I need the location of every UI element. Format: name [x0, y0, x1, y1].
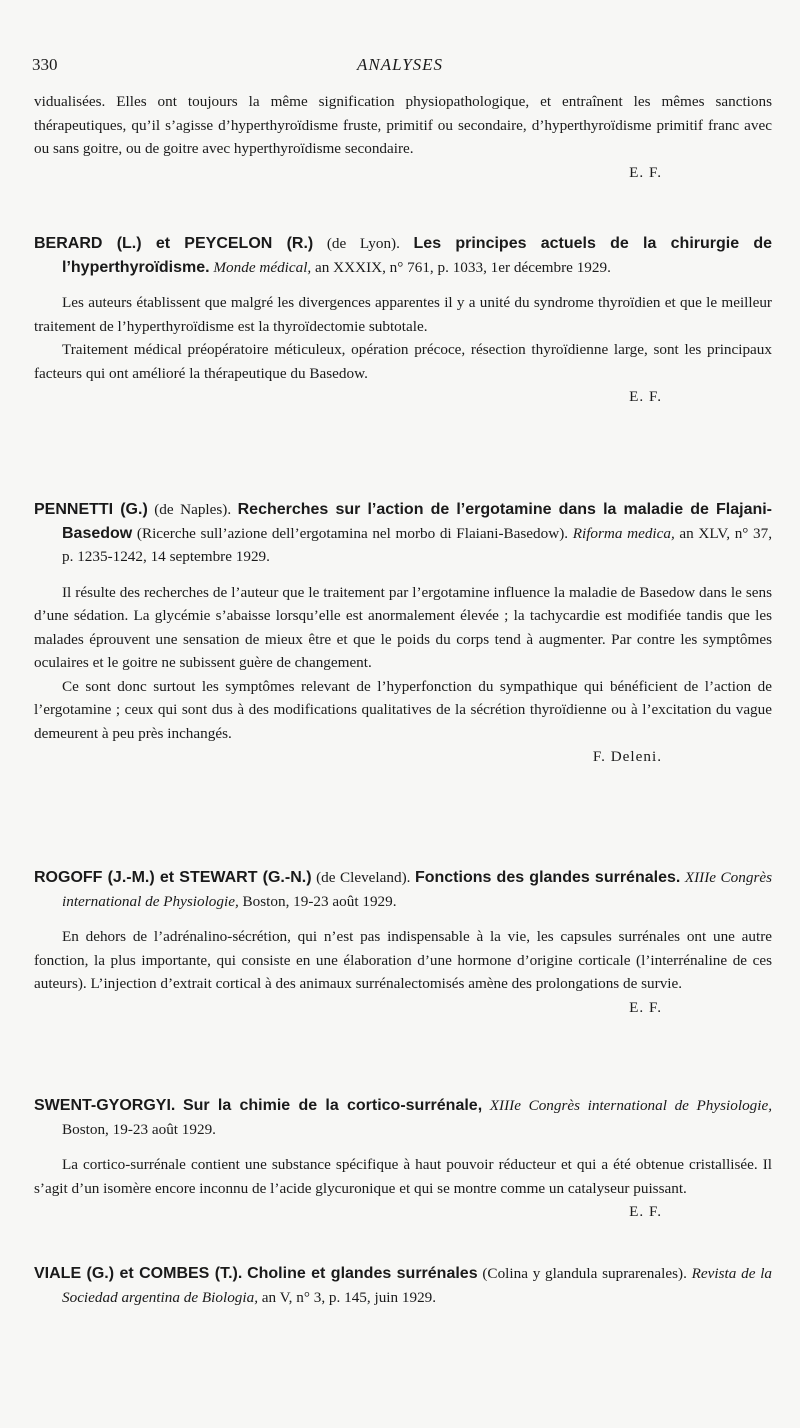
entry-journal: Monde médical, [213, 258, 312, 276]
entry-heading [34, 232, 772, 279]
abstract-entry [34, 1262, 772, 1309]
summary-paragraph: Ce sont donc surtout les symptômes relevant de l’hyperfonction du sympathique qui bénéficient de l’action de l’ergotamine ; ceux qui sont dus à des modifications qualitatives de la sécrétion thyroïdienne ou à l’excitation du vague demeurent à peu près inchangés. [34, 677, 772, 742]
entry-heading [34, 1094, 772, 1141]
signature: E. F. [629, 163, 662, 181]
running-title: ANALYSES [356, 55, 444, 74]
summary-paragraph: Les auteurs établissent que malgré les divergences apparentes il y a unité du syndrome thyroïdien et que le meilleur traitement de l’hyperthyroïdisme est la thyroïdectomie subtotale. [34, 294, 772, 335]
intro-paragraph: vidualisées. Elles ont toujours la même signification physiopathologique, et entraînent les mêmes sanctions thérapeutiques, qu’il s’agisse d’hyperthyroïdisme fruste, primitif ou secondaire, d’hyperthyroïdisme primitif franc avec ou sans goitre, ou de goitre avec hyperthyroïdisme secondaire. [34, 93, 772, 157]
summary-paragraph: Il résulte des recherches de l’auteur que le traitement par l’ergotamine influence la maladie de Basedow dans le sens d’une sédation. La glycémie s’abaisse lorsqu’elle est anormalement élevée ; la tachycardie est modifiée tandis que les malades éprouvent une sensation de mieux être et que le poids du corps tend à augmenter. Par contre les symptômes oculaires et le goitre ne subissent guère de changement. [34, 583, 772, 671]
entry-summary [34, 291, 772, 409]
entry-journal: XIIIe Congrès international de Physiologie, [489, 1097, 773, 1114]
signature: E. F. [629, 388, 662, 405]
entry-journal: Revista de la Sociedad argentina de Biologia, [62, 1265, 773, 1306]
entry-heading [34, 866, 772, 913]
summary-paragraph: Traitement médical préopératoire méticuleux, opération précoce, résection thyroïdienne large, sont les principaux facteurs qui ont amélioré la thérapeutique du Basedow. [34, 341, 772, 382]
abstract-entry [34, 498, 772, 769]
entry-authors: ROGOFF (J.-M.) et STEWART (G.-N.) [34, 869, 312, 886]
entry-original-title: (Ricerche sull’azione dell’ergotamina nel morbo di Flaiani-Basedow). [136, 524, 569, 542]
summary-paragraph: En dehors de l’adrénalino-sécrétion, qui n’est pas indispensable à la vie, les capsules surrénales ont une autre fonction, la plus importante, qui consiste en une élaboration d’une hormone d’origine corticale (l’interrénaline de ces auteurs). L’injection d’extrait cortical à des animaux surrénalectomisés amène des prolongations de survie. [34, 928, 772, 992]
abstract-entry [34, 232, 772, 409]
entry-origin: (de Cleveland). [316, 869, 411, 886]
entry-title: Les principes actuels de la chirurgie de l’hyperthyroïdisme. [62, 235, 773, 276]
entry-reference: an V, n° 3, p. 145, juin 1929. [261, 1288, 437, 1306]
entry-heading [34, 498, 772, 569]
entry-reference: an XLV, n° 37, p. 1235-1242, 14 septembre 1929. [62, 524, 772, 565]
entry-journal: Riforma medica, [572, 524, 675, 542]
signature: F. Deleni. [592, 748, 662, 765]
entry-authors: VIALE (G.) et COMBES (T.). [34, 1265, 243, 1282]
entry-heading [34, 1262, 772, 1309]
intro-block [34, 90, 772, 184]
abstract-entry [34, 1094, 772, 1224]
entry-title: Sur la chimie de la cortico-surrénale, [182, 1097, 483, 1114]
entry-reference: an XXXIX, n° 761, p. 1033, 1er décembre 1929. [315, 258, 611, 276]
summary-paragraph: La cortico-surrénale contient une substance spécifique à haut pouvoir réducteur et qui a été obtenue cristallisée. Il s’agit d’un isomère encore inconnu de l’acide glycuronique et qui se montre comme un catalyseur puissant. [34, 1156, 772, 1197]
entry-title: Fonctions des glandes surrénales. [414, 869, 681, 886]
abstract-entry [34, 866, 772, 1019]
entry-authors: SWENT-GYORGYI. [34, 1097, 176, 1114]
entry-summary [34, 925, 772, 1019]
entry-journal: XIIIe Congrès international de Physiologie, [62, 869, 773, 910]
entry-summary [34, 1153, 772, 1224]
entry-original-title: (Colina y glandula suprarenales). [482, 1265, 687, 1282]
signature: E. F. [629, 998, 662, 1016]
entry-reference: Boston, 19-23 août 1929. [242, 892, 397, 910]
entry-title: Recherches sur l’action de l’ergotamine dans la maladie de Flajani-Basedow [62, 501, 773, 542]
entry-title: Choline et glandes surrénales [247, 1265, 478, 1282]
entry-authors: BERARD (L.) et PEYCELON (R.) [34, 235, 314, 252]
entry-origin: (de Lyon). [326, 235, 400, 252]
running-header [32, 55, 768, 79]
entry-reference: Boston, 19-23 août 1929. [62, 1120, 216, 1138]
page-number: 330 [32, 55, 58, 74]
entry-authors: PENNETTI (G.) [34, 501, 148, 518]
signature: E. F. [629, 1203, 662, 1220]
entry-summary [34, 581, 772, 769]
entry-origin: (de Naples). [154, 501, 232, 518]
